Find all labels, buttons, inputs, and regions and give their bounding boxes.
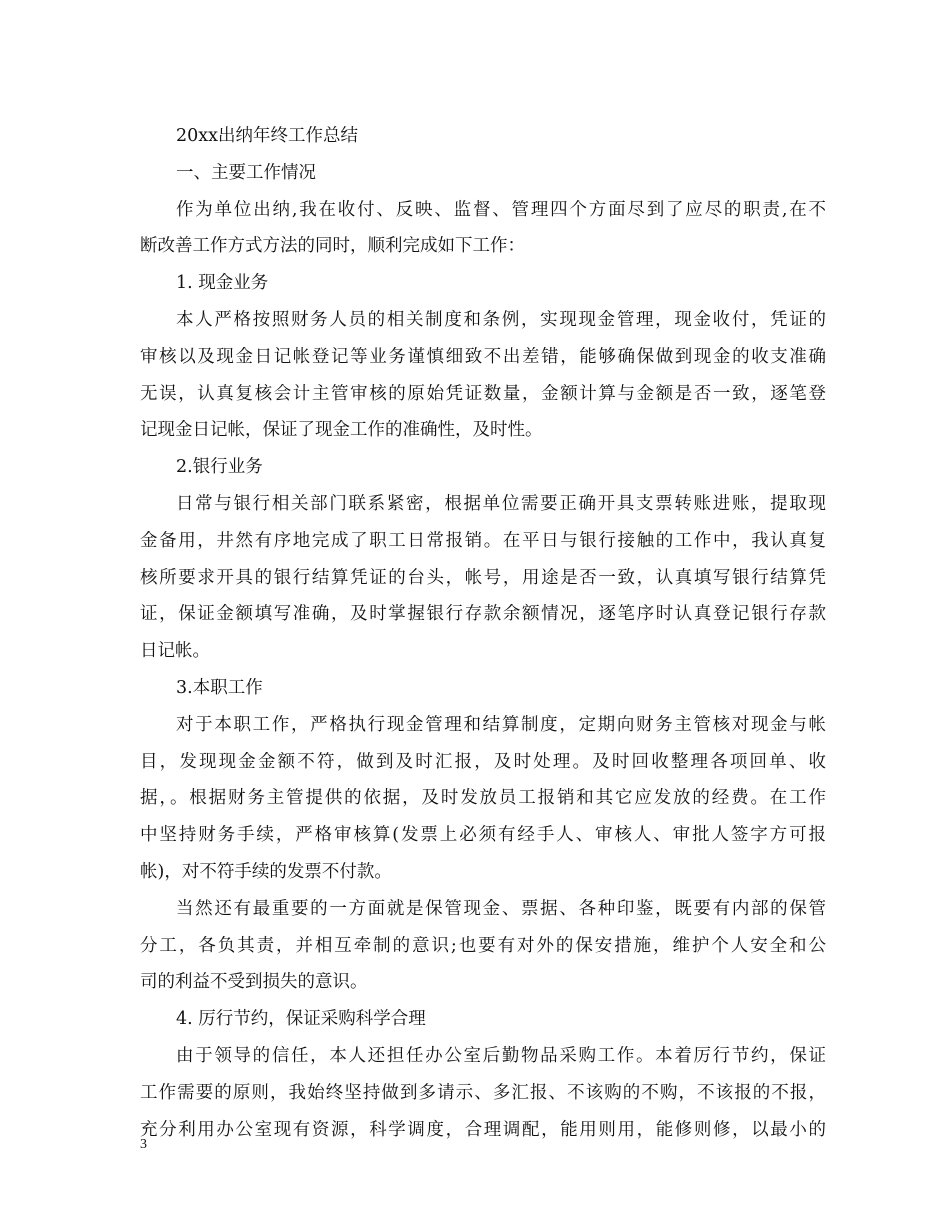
document-title: 20xx出纳年终工作总结 [176,126,359,146]
paragraph-line: 记现金日记帐，保证了现金工作的准确性，及时性。 [140,420,543,441]
subheading-cash-business: 1. 现金业务 [176,273,269,294]
paragraph-line: 工作需要的原则，我始终坚持做到多请示、多汇报、不该购的不购，不该报的不报， [140,1082,826,1103]
paragraph-line: 日记帐。 [140,641,210,662]
subheading-own-duties: 3.本职工作 [176,677,263,698]
paragraph-line: 无误，认真复核会计主管审核的原始凭证数量，金额计算与金额是否一致，逐笔登 [140,383,826,404]
paragraph-line: 当然还有最重要的一方面就是保管现金、票据、各种印鉴，既要有内部的保管 [176,898,826,919]
document-body [140,118,826,1148]
paragraph-line: 证，保证金额填写准确，及时掌握银行存款余额情况，逐笔序时认真登记银行存款 [140,604,826,625]
subheading-bank-business: 2.银行业务 [176,457,263,478]
paragraph-line: 作为单位出纳,我在收付、反映、监督、管理四个方面尽到了应尽的职责,在不 [176,199,826,220]
paragraph-line: 对于本职工作，严格执行现金管理和结算制度，定期向财务主管核对现金与帐 [176,714,826,735]
paragraph-line: 日常与银行相关部门联系紧密，根据单位需要正确开具支票转账进账，提取现 [176,493,826,514]
paragraph-line: 审核以及现金日记帐登记等业务谨慎细致不出差错，能够确保做到现金的收支准确 [140,346,826,367]
subheading-economy: 4. 厉行节约，保证采购科学合理 [176,1009,426,1030]
paragraph-line: 目，发现现金金额不符，做到及时汇报，及时处理。及时回收整理各项回单、收 [140,751,826,772]
paragraph-line: 本人严格按照财务人员的相关制度和条例，实现现金管理，现金收付，凭证的 [176,309,826,330]
paragraph-line: 分工，各负其责，并相互牵制的意识;也要有对外的保安措施，维护个人安全和公 [140,935,826,956]
paragraph-line: 核所要求开具的银行结算凭证的台头，帐号，用途是否一致，认真填写银行结算凭 [140,567,826,588]
section-heading-main-work: 一、主要工作情况 [176,162,316,183]
paragraph-line: 据，。根据财务主管提供的依据，及时发放员工报销和其它应发放的经费。在工作 [140,788,826,809]
paragraph-line: 帐)，对不符手续的发票不付款。 [140,861,392,882]
paragraph-line: 断改善工作方式方法的同时，顺利完成如下工作： [140,236,525,257]
paragraph-line: 中坚持财务手续，严格审核算(发票上必须有经手人、审核人、审批人签字方可报 [140,825,826,846]
page-number: 3 [140,1137,147,1152]
paragraph-line: 由于领导的信任，本人还担任办公室后勤物品采购工作。本着厉行节约，保证 [176,1045,826,1066]
paragraph-line: 充分利用办公室现有资源，科学调度，合理调配，能用则用，能修则修，以最小的 [140,1119,826,1140]
paragraph-line: 金备用，井然有序地完成了职工日常报销。在平日与银行接触的工作中，我认真复 [140,530,826,551]
paragraph-line: 司的利益不受到损失的意识。 [140,972,368,993]
